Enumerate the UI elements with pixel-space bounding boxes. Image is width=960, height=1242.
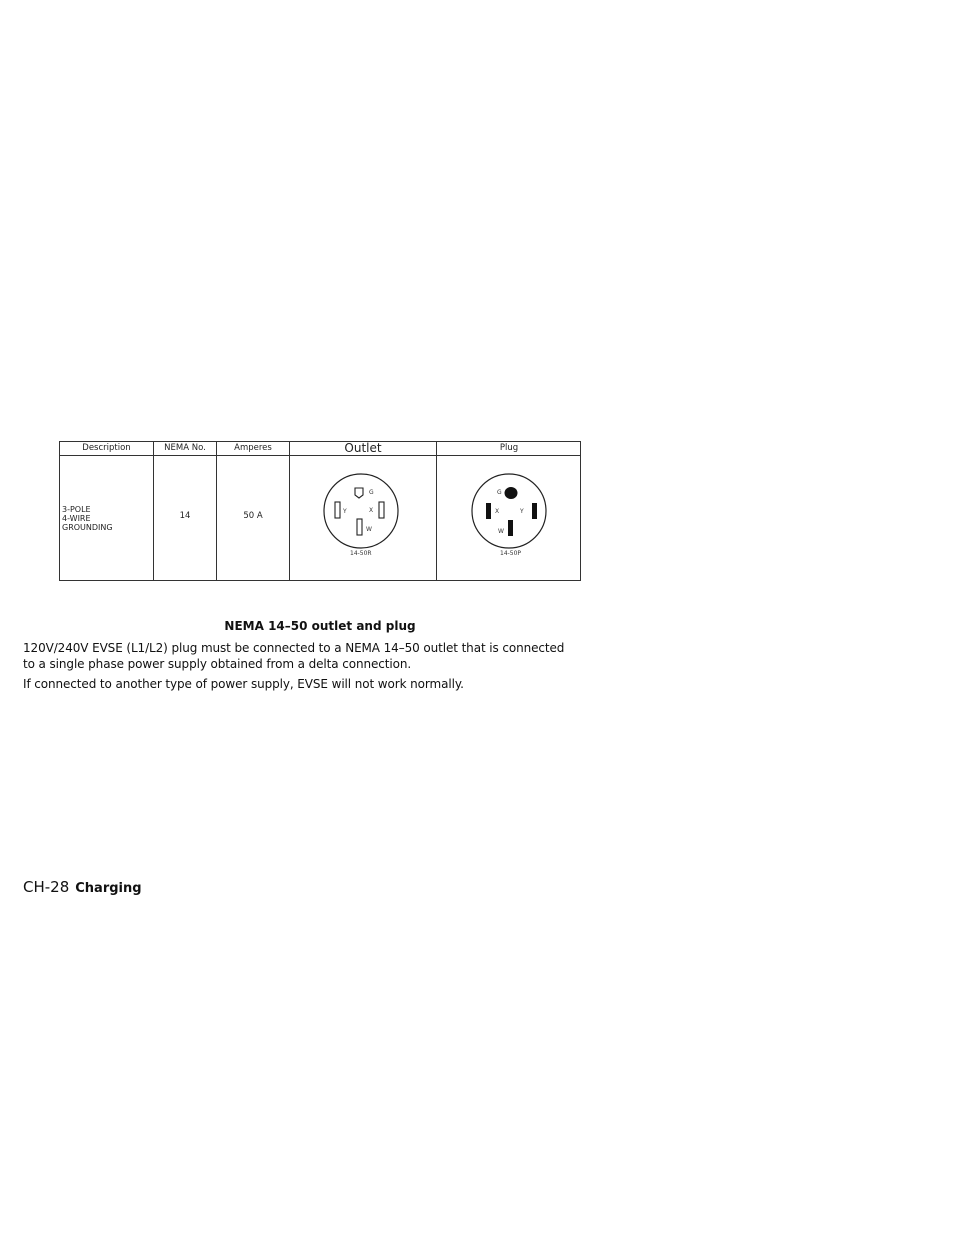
x-slot [379,502,384,518]
pin-label: X [495,508,500,515]
paragraph-warning: If connected to another type of power supply, EVSE will not work normally. [23,677,464,691]
pin-label: W [366,526,372,533]
outlet-14-50r-diagram [290,456,436,580]
description-line: GROUNDING [62,523,113,532]
ground-slot [355,488,363,498]
pin-label: Y [343,508,347,515]
y-slot [335,502,340,518]
pin-label: G [369,489,374,496]
description-cell [62,505,152,532]
pin-label: W [498,528,504,535]
plug-14-50p-diagram [437,456,581,580]
ground-pin [505,487,518,499]
table-header-row [60,442,580,456]
nema-table [59,441,581,581]
section-title: Charging [75,881,142,896]
header-plug: Plug [499,443,519,453]
description-line: 4-WIRE [62,514,91,523]
header-nema-no: NEMA No. [164,443,206,453]
page-number: CH-28 [23,878,70,896]
nema-no-cell: 14 [179,511,191,521]
pin-label: X [369,507,374,514]
figure-caption: NEMA 14–50 outlet and plug [224,619,416,633]
amperes-cell: 50 A [243,511,263,521]
paragraph-line: to a single phase power supply obtained from a delta connection. [23,657,412,671]
pin-label: Y [520,508,524,515]
x-pin [486,503,491,519]
model-label: 14-50P [500,550,522,557]
column-divider [153,442,154,580]
header-description: Description [82,443,131,453]
paragraph-connection-requirement [23,640,623,672]
pin-label: G [497,489,502,496]
paragraph-line: 120V/240V EVSE (L1/L2) plug must be connected to a NEMA 14–50 outlet that is connected [23,641,565,655]
page-footer [23,877,142,896]
header-amperes: Amperes [234,443,272,453]
model-label: 14-50R [350,550,372,557]
column-divider [216,442,217,580]
description-line: 3-POLE [62,505,91,514]
w-pin [508,520,513,536]
header-outlet: Outlet [344,441,382,455]
y-pin [532,503,537,519]
w-slot [357,519,362,535]
